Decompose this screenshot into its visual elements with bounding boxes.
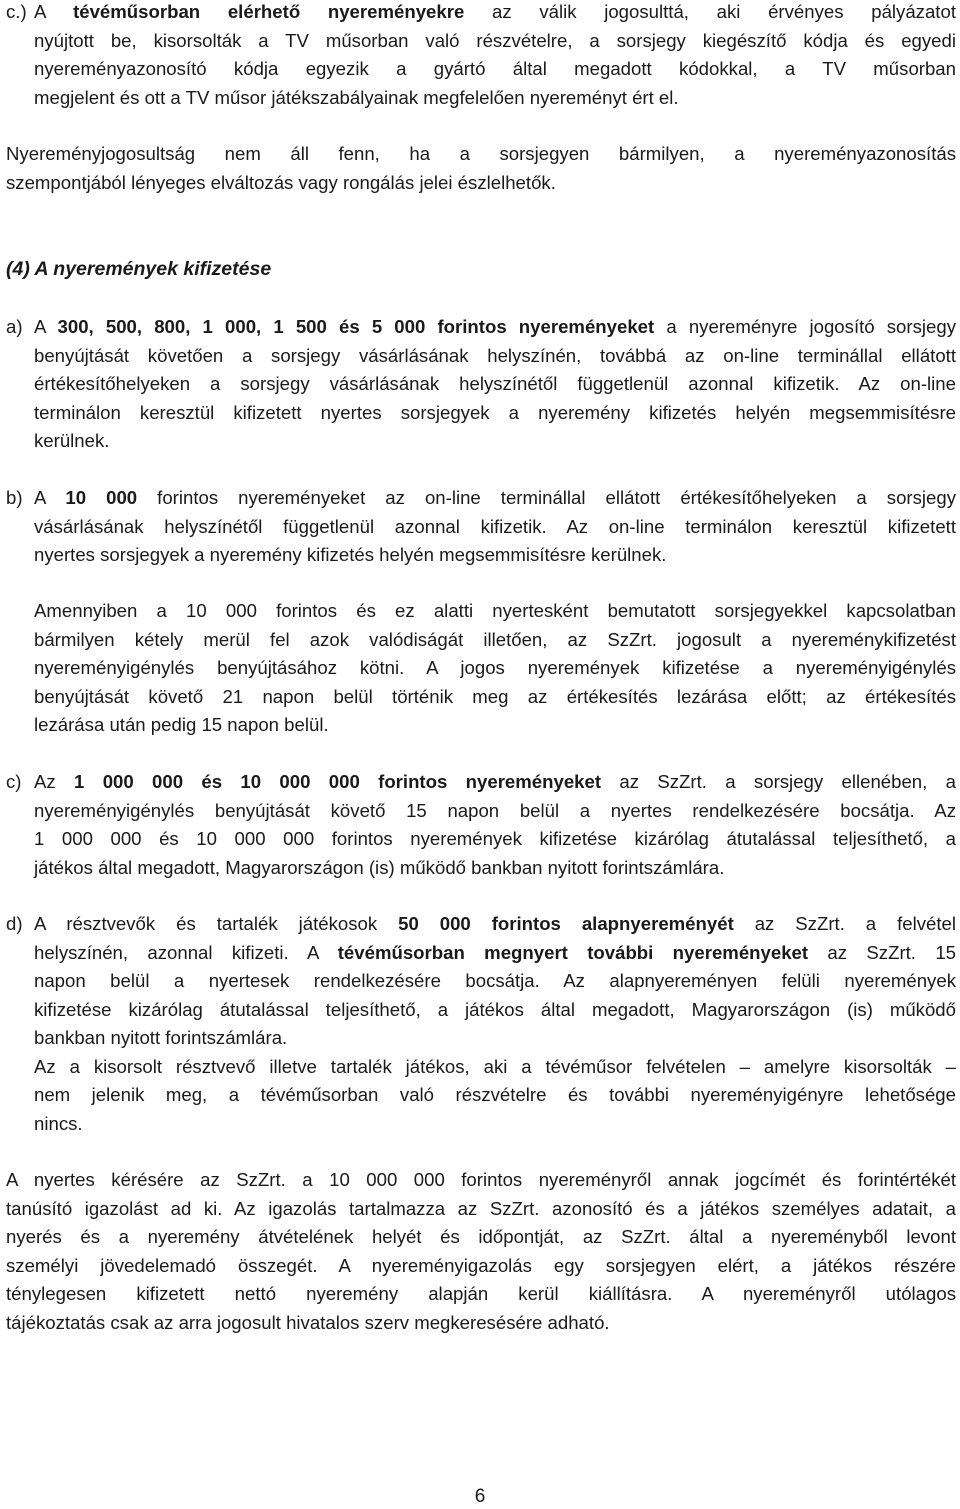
text-line: Az a kisorsolt résztvevő illetve tartalék játékos, aki a tévéműsor felvételen – amelyre kisorsolták – <box>34 1055 956 1077</box>
paragraph-no-entitlement <box>6 140 956 197</box>
paragraph-validity-doubt <box>34 597 956 740</box>
text-line: nyerés és a nyeremény átvételének helyét és időpontját, az SzZrt. által a nyereményből levont <box>6 1226 956 1247</box>
page-number: 6 <box>474 1486 486 1507</box>
text-line: vásárlásának helyszínétől függetlenül azonnal kifizetik. Az on-line terminálon keresztül kifizetett <box>34 515 956 537</box>
text-line: Nyereményjogosultság nem áll fenn, ha a sorsjegyen bármilyen, a nyereményazonosítás <box>6 143 956 164</box>
text-line: 1 000 000 és 10 000 000 forintos nyeremények kifizetése kizárólag átutalással teljesíthető, a <box>34 828 956 849</box>
text-line: A 300, 500, 800, 1 000, 1 500 és 5 000 forintos nyereményeket a nyereményre jogosító sorsjegy <box>34 316 957 337</box>
paragraph-item-c <box>34 768 956 882</box>
text-line: nyereményigénylés benyújtásához kötni. A jogos nyeremények kifizetése a nyereményigénylés <box>34 657 956 678</box>
list-marker-d: d) <box>6 913 23 934</box>
text-line: Amennyiben a 10 000 forintos és ez alatti nyertesként bemutatott sorsjegyekkel kapcsolatban <box>34 600 956 621</box>
text-line: nem jelenik meg, a tévéműsorban való részvételre és további nyereményigényre lehetősége <box>34 1084 956 1105</box>
text-line: nyertes sorsjegyek a nyeremény kifizetés helyén megsemmisítésre kerülnek. <box>34 544 667 565</box>
text-line: A résztvevők és tartalék játékosok 50 000 forintos alapnyereményét az SzZrt. a felvétel <box>34 913 956 934</box>
text-line: bármilyen kétely merül fel azok valódiságát illetően, az SzZrt. jogosult a nyereménykifizetést <box>34 628 956 650</box>
text-line: napon belül a nyertesek rendelkezésére bocsátja. Az alapnyereményen felüli nyeremények <box>34 970 956 991</box>
paragraph-certificate <box>6 1166 956 1337</box>
list-marker-a: a) <box>6 316 23 337</box>
text-line: A tévéműsorban elérhető nyereményekre az válik jogosulttá, aki érvényes pályázatot <box>34 1 956 22</box>
text-line: szempontjából lényeges elváltozás vagy rongálás jelei észlelhetők. <box>6 171 556 193</box>
paragraph-item-a <box>34 313 956 456</box>
text-line: nyereményazonosító kódja egyezik a gyártó által megadott kódokkal, a TV műsorban <box>34 58 956 79</box>
list-marker-b: b) <box>6 487 23 508</box>
text-line: bankban nyitott forintszámlára. <box>34 1027 288 1048</box>
text-line: helyszínén, azonnal kifizeti. A tévéműsorban megnyert további nyereményeket az SzZrt. 15 <box>34 941 957 963</box>
text-line: benyújtását követő 21 napon belül történik meg az értékesítés lezárása előtt; az értékesítés <box>34 685 956 707</box>
section-heading: (4) A nyeremények kifizetése <box>6 258 272 280</box>
text-line: nincs. <box>34 1112 83 1134</box>
text-line: játékos által megadott, Magyarországon (is) működő bankban nyitott forintszámlára. <box>34 856 725 878</box>
list-marker-c-top: c.) <box>6 1 27 22</box>
text-line: tanúsító igazolást ad ki. Az igazolás tartalmazza az SzZrt. azonosító és a játékos személyes adatait, a <box>6 1197 956 1219</box>
text-line: nyereményigénylés benyújtását követő 15 napon belül a nyertes rendelkezésére bocsátja. Az <box>34 799 956 821</box>
text-line: személyi jövedelemadó összegét. A nyereményigazolás egy sorsjegyen elért, a játékos részére <box>6 1254 956 1276</box>
text-line: Az 1 000 000 és 10 000 000 forintos nyereményeket az SzZrt. a sorsjegy ellenében, a <box>34 771 956 792</box>
list-marker-c: c) <box>6 771 22 792</box>
text-line: A nyertes kérésére az SzZrt. a 10 000 000 forintos nyereményről annak jogcímét és forintértékét <box>6 1169 956 1190</box>
text-line: A 10 000 forintos nyereményeket az on-line terminállal ellátott értékesítőhelyeken a sorsjegy <box>34 487 957 508</box>
text-line: ténylegesen kifizetett nettó nyeremény alapján kerül kiállításra. A nyereményről utólagos <box>6 1283 956 1304</box>
paragraph-item-d <box>34 910 956 1138</box>
text-line: kifizetése kizárólag átutalással teljesíthető, a játékos által megadott, Magyarországon (is) működő <box>34 998 956 1020</box>
text-line: lezárása után pedig 15 napon belül. <box>34 714 329 735</box>
text-line: benyújtását követően a sorsjegy vásárlásának helyszínén, továbbá az on-line terminállal ellátott <box>34 344 956 366</box>
paragraph-tv-show-prizes <box>34 0 956 112</box>
text-line: megjelent és ott a TV műsor játékszabályainak megfelelően nyereményt ért el. <box>34 86 679 108</box>
text-line: nyújtott be, kisorsolták a TV műsorban való részvételre, a sorsjegy kiegészítő kódja és egyedi <box>34 29 956 51</box>
text-line: értékesítőhelyeken a sorsjegy vásárlásának helyszínétől függetlenül azonnal kifizetik. Az on-line <box>34 373 956 394</box>
text-line: terminálon keresztül kifizetett nyertes sorsjegyek a nyeremény kifizetés helyén megsemmisítésre <box>34 401 956 423</box>
text-line: tájékoztatás csak az arra jogosult hivatalos szerv megkeresésére adható. <box>6 1311 610 1333</box>
text-line: kerülnek. <box>34 430 110 451</box>
paragraph-item-b <box>34 484 956 570</box>
